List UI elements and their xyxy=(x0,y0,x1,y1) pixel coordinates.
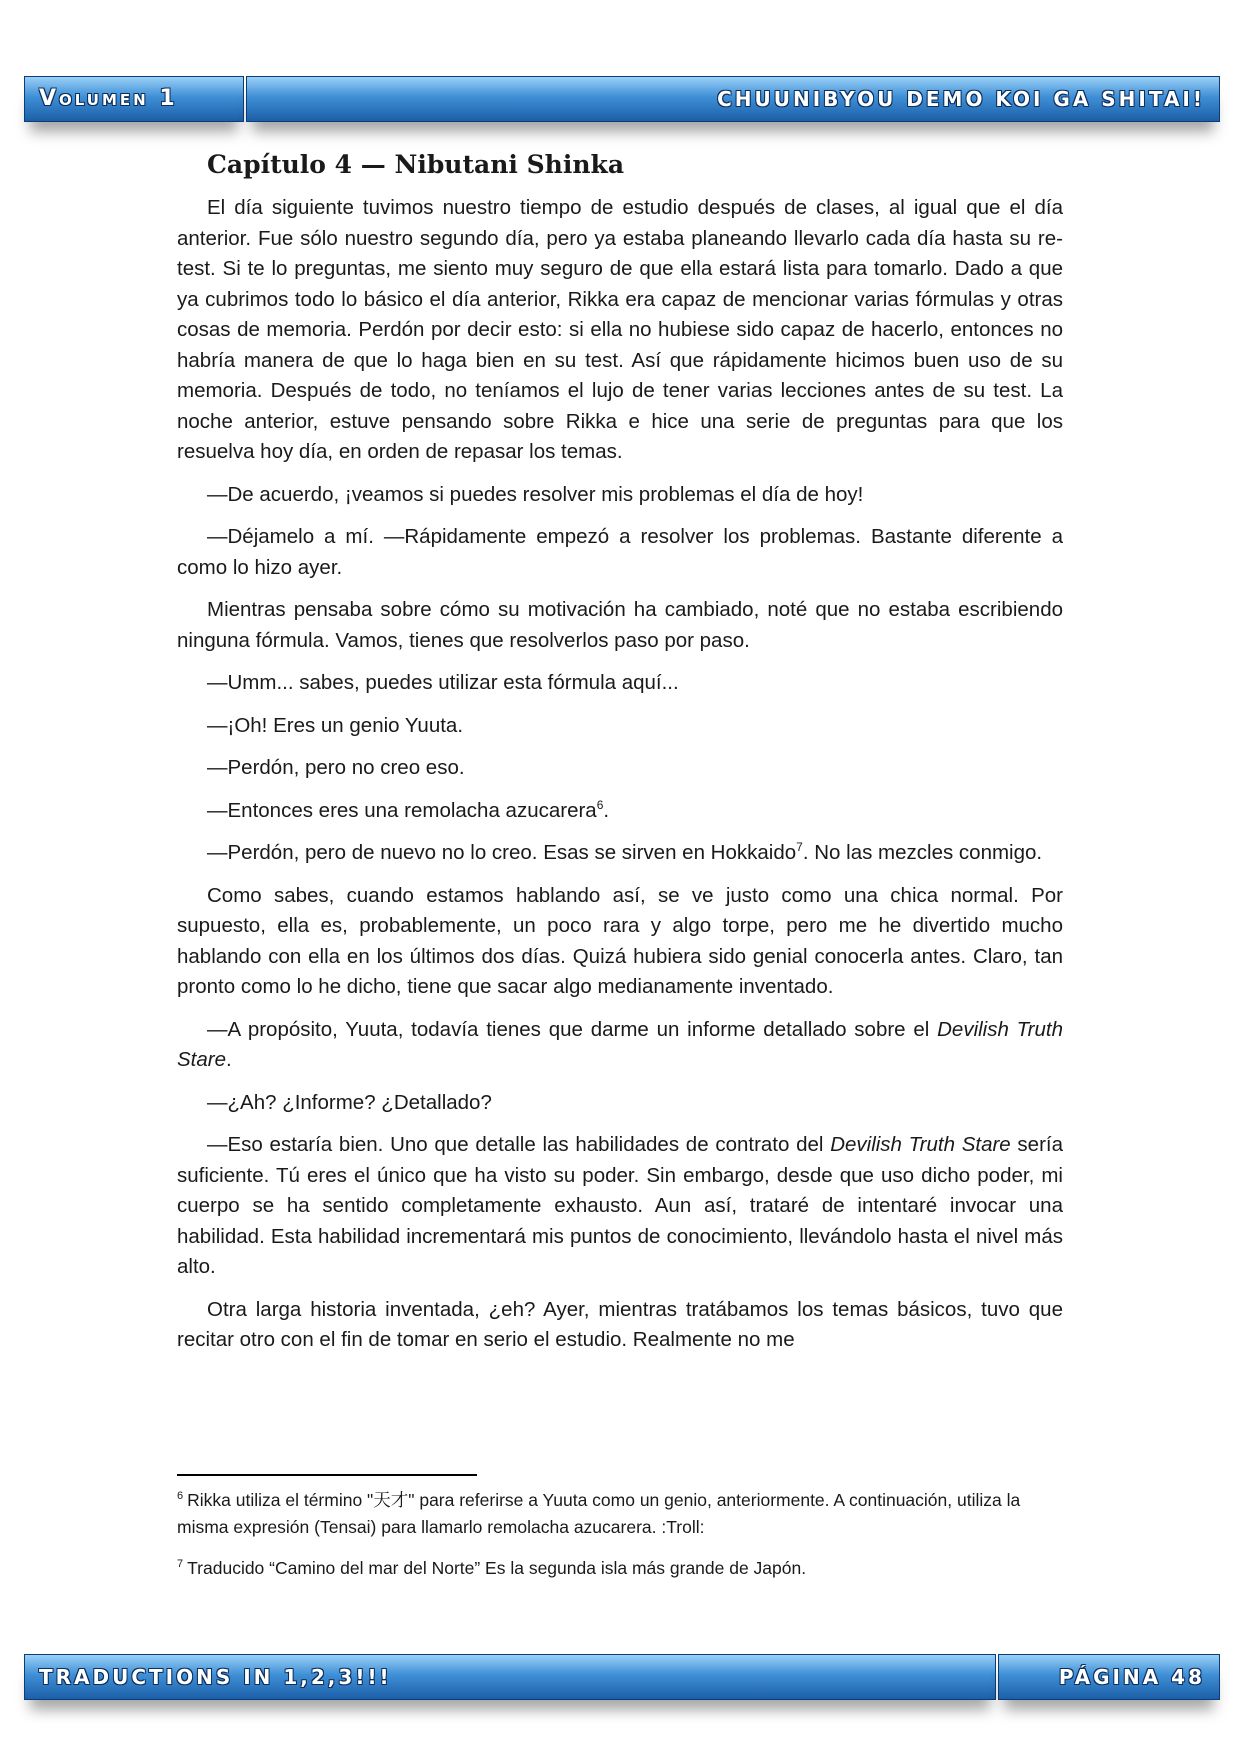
dialogue-line xyxy=(177,1130,1063,1283)
footnote-ref-6[interactable]: 6 xyxy=(596,797,604,812)
page-number-label: PÁGINA 48 xyxy=(1058,1665,1205,1689)
italic-term: Devilish Truth Stare xyxy=(177,1017,1063,1071)
dialogue-text-end: sería suficiente. Tú eres el único que ha visto su poder. Sin embargo, desde que uso dicho poder, mi cuerpo se ha sentido completamente exhausto. Aun así, trataré de intentaré invocar una habilidad. Esta habilidad incrementará mis puntos de conocimiento, llevándolo hasta el nivel más alto. xyxy=(177,1133,1064,1278)
page-body xyxy=(177,145,1063,1368)
footnotes xyxy=(177,1487,1063,1596)
dialogue-text-end: . No las mezcles conmigo. xyxy=(802,841,1043,864)
header-band-left xyxy=(24,76,244,122)
dialogue-line: —Umm... sabes, puedes utilizar esta fórmula aquí... xyxy=(207,671,679,694)
dialogue-line: —Déjamelo a mí. —Rápidamente empezó a resolver los problemas. Bastante diferente a como lo hizo ayer. xyxy=(177,525,1063,579)
footnote-number: 7 xyxy=(177,1558,184,1571)
dialogue-line xyxy=(177,796,1063,827)
footnote-7 xyxy=(177,1555,1063,1582)
dialogue-text-end: . xyxy=(603,798,610,822)
footnote-text: Traducido “Camino del mar del Norte” Es la segunda isla más grande de Japón. xyxy=(187,1558,807,1578)
italic-term: Devilish Truth Stare xyxy=(830,1133,1011,1156)
dialogue-text: —Entonces eres una remolacha azucarera xyxy=(207,798,597,822)
series-title-label: CHUUNIBYOU DEMO KOI GA SHITAI! xyxy=(717,87,1205,111)
dialogue-line xyxy=(177,838,1063,869)
footnote-number: 6 xyxy=(177,1490,184,1503)
footnote-6 xyxy=(177,1487,1063,1541)
dialogue-text: —Eso estaría bien. Uno que detalle las habilidades de contrato del xyxy=(207,1133,831,1156)
footer-band-left xyxy=(24,1654,996,1700)
header-band-right xyxy=(246,76,1220,122)
paragraph: Otra larga historia inventada, ¿eh? Ayer, mientras tratábamos los temas básicos, tuvo que recitar otro con el fin de tomar en serio el estudio. Realmente no me xyxy=(177,1297,1063,1351)
dialogue-text: —Perdón, pero de nuevo no lo creo. Esas se sirven en Hokkaido xyxy=(207,841,797,864)
volume-label: Volumen 1 xyxy=(39,86,178,111)
dialogue-line xyxy=(177,1015,1063,1076)
paragraph: Como sabes, cuando estamos hablando así, se ve justo como una chica normal. Por supuesto, ella es, probablemente, un poco rara y algo torpe, pero me he divertido mucho hablando con ella en los últimos dos días. Quizá hubiera sido genial conocerla antes. Claro, tan pronto como lo he dicho, tiene que sacar algo medianamente inventado. xyxy=(177,883,1063,998)
dialogue-line: —¡Oh! Eres un genio Yuuta. xyxy=(207,713,464,737)
footnote-ref-7[interactable]: 7 xyxy=(796,840,803,855)
dialogue-line: —De acuerdo, ¡veamos si puedes resolver mis problemas el día de hoy! xyxy=(207,482,864,506)
footer-band-right xyxy=(998,1654,1220,1700)
chapter-title: Capítulo 4 — Nibutani Shinka xyxy=(207,150,625,179)
dialogue-text: —A propósito, Yuuta, todavía tienes que darme un informe detallado sobre el xyxy=(207,1017,938,1041)
paragraph: Mientras pensaba sobre cómo su motivación ha cambiado, noté que no estaba escribiendo ninguna fórmula. Vamos, tienes que resolverlos paso por paso. xyxy=(177,598,1063,652)
group-credit-label: TRADUCTIONS IN 1,2,3!!! xyxy=(39,1665,392,1689)
dialogue-text-end: . xyxy=(226,1048,232,1071)
dialogue-line: —¿Ah? ¿Informe? ¿Detallado? xyxy=(207,1090,492,1114)
footnote-text: Rikka utiliza el término "天才" para referirse a Yuuta como un genio, anteriormente. A continuación, utiliza la misma expresión (Tensai) para llamarlo remolacha azucarera. :Troll: xyxy=(177,1490,1021,1537)
dialogue-line: —Perdón, pero no creo eso. xyxy=(207,756,465,779)
footnote-separator xyxy=(177,1474,477,1476)
paragraph: El día siguiente tuvimos nuestro tiempo de estudio después de clases, al igual que el día anterior. Fue sólo nuestro segundo día, pero ya estaba planeando llevarlo cada día hasta su re-test. Si te lo preguntas, me siento muy seguro de que ella estará lista para tomarlo. Dado a que ya cubrimos todo lo básico el día anterior, Rikka era capaz de mencionar varias fórmulas y otras cosas de memoria. Perdón por decir esto: si ella no hubiese sido capaz de hacerlo, entonces no habría manera de que lo haga bien en su test. Así que rápidamente hicimos buen uso de su memoria. Después de todo, no teníamos el lujo de tener varias lecciones antes de su test. La noche anterior, estuve pensando sobre Rikka e hice una serie de preguntas para que los resuelva hoy día, en orden de repasar los temas. xyxy=(177,196,1063,463)
